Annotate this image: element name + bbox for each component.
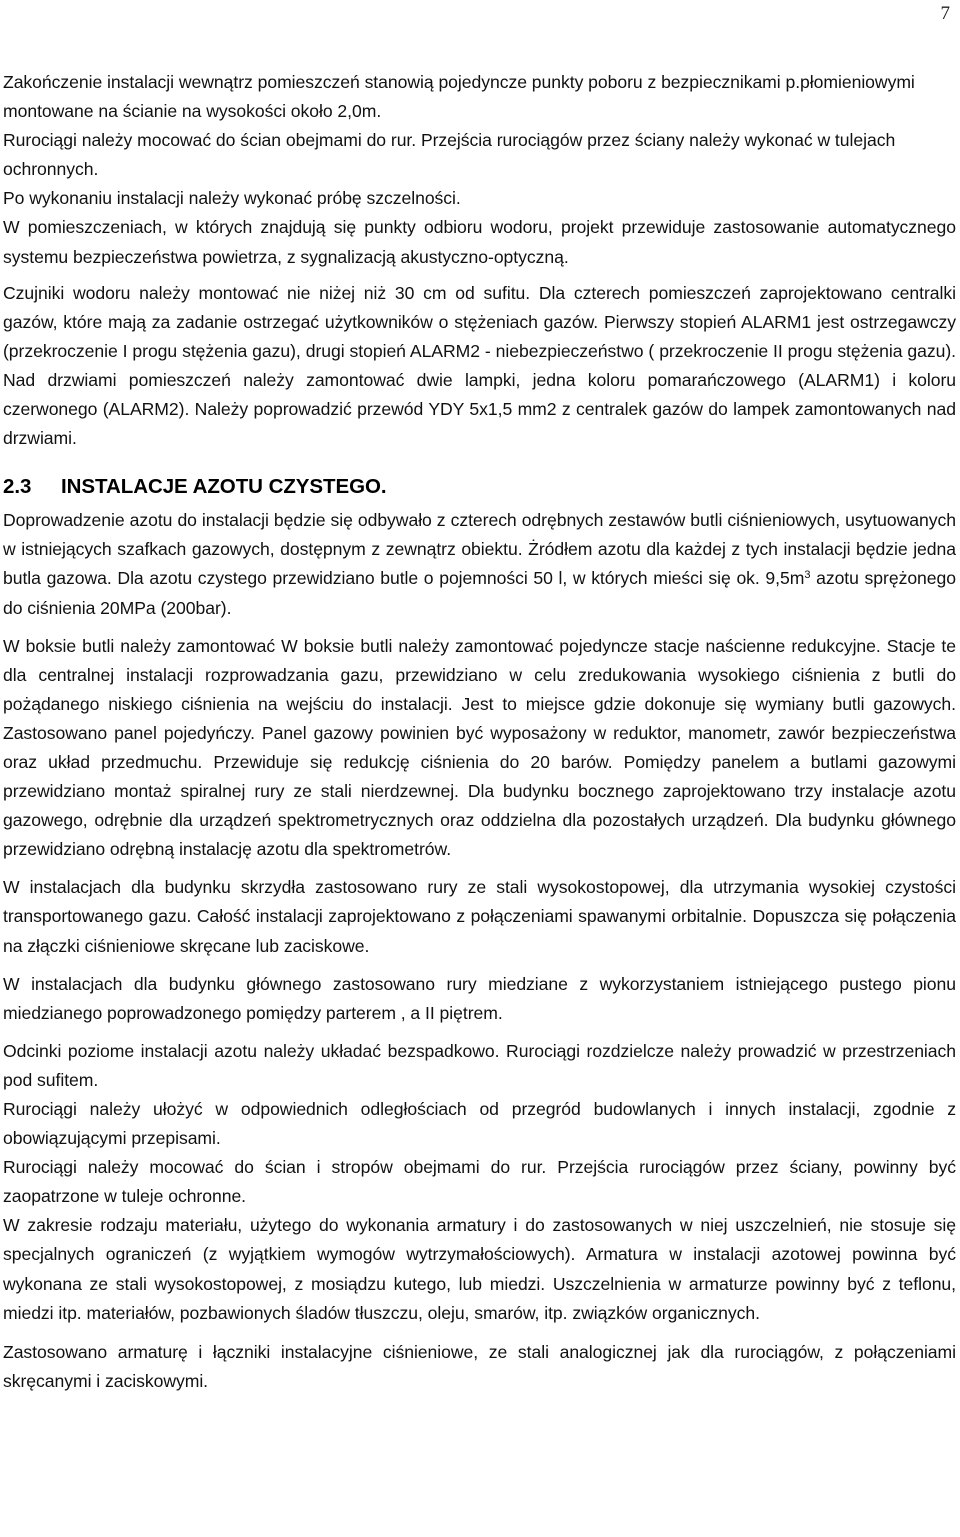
section-heading (3, 471, 956, 503)
document-body (3, 68, 956, 1396)
paragraph-hydrogen-safety: W pomieszczeniach, w których znajdują się punkty odbioru wodoru, projekt przewiduje zastosowanie automatycznego systemu bezpieczeństwa powietrza, z sygnalizacją akustyczno-optyczną. (3, 217, 956, 267)
paragraph-reduction-stations: W boksie butli należy zamontować W boksie butli należy zamontować pojedyncze stacje naścienne redukcyjne. Stacje te dla centralnej instalacji rozprowadzania gazu, przewidziano w celu zredukowania wysokiego ciśnienia z butli do pożądanego niskiego ciśnienia na wejściu do instalacji. Jest to miejsce gdzie dokonuje się wymiany butli gazowych. Zastosowano panel pojedyńczy. Panel gazowy powinien być wyposażony w reduktor, manometr, zawór bezpieczeństwa oraz układ przedmuchu. Przewiduje się redukcję ciśnienia do 20 barów. Pomiędzy panelem a butlami gazowymi przewidziano montaż spiralnej rury ze stali nierdzewnej. Dla budynku bocznego zaprojektowano trzy instalacje azotu gazowego, odrębnie dla urządzeń spektrometrycznych oraz oddzielna dla pozostałych urządzeń. Dla budynku głównego przewidziano odrębną instalację azotu dla spektrometrów. (3, 635, 956, 860)
paragraph-pipe-clearances: Rurociągi należy ułożyć w odpowiednich odległościach od przegród budowlanych i innych instalacji, zgodnie z obowiązującymi przepisami. (3, 1099, 956, 1149)
paragraph-fittings-materials: W zakresie rodzaju materiału, użytego do wykonania armatury i do zastosowanych w niej uszczelnień, nie stosuje się specjalnych ograniczeń (z wyjątkiem wymogów wytrzymałościowych). Armatura w instalacji azotowej powinna być wykonana ze stali wysokostopowej, z mosiądzu kutego, lub miedzi. Uszczelnienia w armaturze powinny być z teflonu, miedzi itp. materiałów, pozbawionych śladów tłuszczu, oleju, smarów, itp. związków organicznych. (3, 1215, 956, 1323)
section-number: 2.3 (3, 475, 32, 499)
nitrogen-supply-text-end: azotu sprężonego do ciśnienia 20MPa (200bar). (3, 568, 956, 618)
paragraph-wing-pipes: W instalacjach dla budynku skrzydła zastosowano rury ze stali wysokostopowej, dla utrzymania wysokiej czystości transportowanego gazu. Całość instalacji zaprojektowano z połączeniami spawanymi orbitalnie. Dopuszcza się połączenia na złączki ciśnieniowe skręcane lub zaciskowe. (3, 877, 956, 956)
paragraph-horizontal-runs: Odcinki poziome instalacji azotu należy układać bezspadkowo. Rurociągi rozdzielcze należy prowadzić w przestrzeniach pod sufitem. (3, 1040, 956, 1090)
paragraph-pipe-fixing: Rurociągi należy mocować do ścian i stropów obejmami do rur. Przejścia rurociągów przez ściany, powinny być zaopatrzone w tuleje ochronne. (3, 1157, 956, 1207)
paragraph-connectors: Zastosowano armaturę i łączniki instalacyjne ciśnieniowe, ze stali analogicznej jak dla rurociągów, z połączeniami skręcanymi i zaciskowymi. (3, 1341, 956, 1391)
page-number: 7 (940, 3, 950, 24)
nitrogen-supply-text: Doprowadzenie azotu do instalacji będzie się odbywało z czterech odrębnych zestawów butli ciśnieniowych, usytuowanych w istniejących szafkach gazowych, dostępnym z zewnątrz obiektu. Żródłem azotu dla każdej z tych instalacji będzie jedna butla gazowa. Dla azotu czystego przewidziano butle o pojemności 50 l, w których mieści się ok. 9,5m (3, 510, 956, 589)
paragraph-nitrogen-supply (3, 506, 956, 622)
paragraph-pipe-mounting: Rurociągi należy mocować do ścian obejmami do rur. Przejścia rurociągów przez ściany należy wykonać w tulejach ochronnych. (3, 130, 896, 180)
superscript-cubic: 3 (804, 569, 811, 582)
section-title: INSTALACJE AZOTU CZYSTEGO. (61, 475, 387, 499)
paragraph-hydrogen-sensors: Czujniki wodoru należy montować nie niżej niż 30 cm od sufitu. Dla czterech pomieszczeń zaprojektowano centralki gazów, które mają za zadanie ostrzegać użytkowników o stężeniach gazów. Pierwszy stopień ALARM1 jest ostrzegawczy (przekroczenie I progu stężenia gazu), drugi stopień ALARM2 - niebezpieczeństwo ( przekroczenie II progu stężenia gazu). Nad drzwiami pomieszczeń należy zamontować dwie lampki, jedna koloru pomarańczowego (ALARM1) i koloru czerwonego (ALARM2). Należy poprowadzić przewód YDY 5x1,5 mm2 z centralek gazów do lampek zamontowanych nad drzwiami. (3, 282, 956, 449)
paragraph-leak-test: Po wykonaniu instalacji należy wykonać próbę szczelności. (3, 188, 461, 209)
paragraph-fixtures: Zakończenie instalacji wewnątrz pomieszczeń stanowią pojedyncze punkty poboru z bezpiecznikami p.płomieniowymi montowane na ścianie na wysokości około 2,0m. (3, 72, 915, 122)
paragraph-main-building-pipes: W instalacjach dla budynku głównego zastosowano rury miedziane z wykorzystaniem istniejącego pustego pionu miedzianego poprowadzonego pomiędzy parterem , a II piętrem. (3, 973, 956, 1023)
